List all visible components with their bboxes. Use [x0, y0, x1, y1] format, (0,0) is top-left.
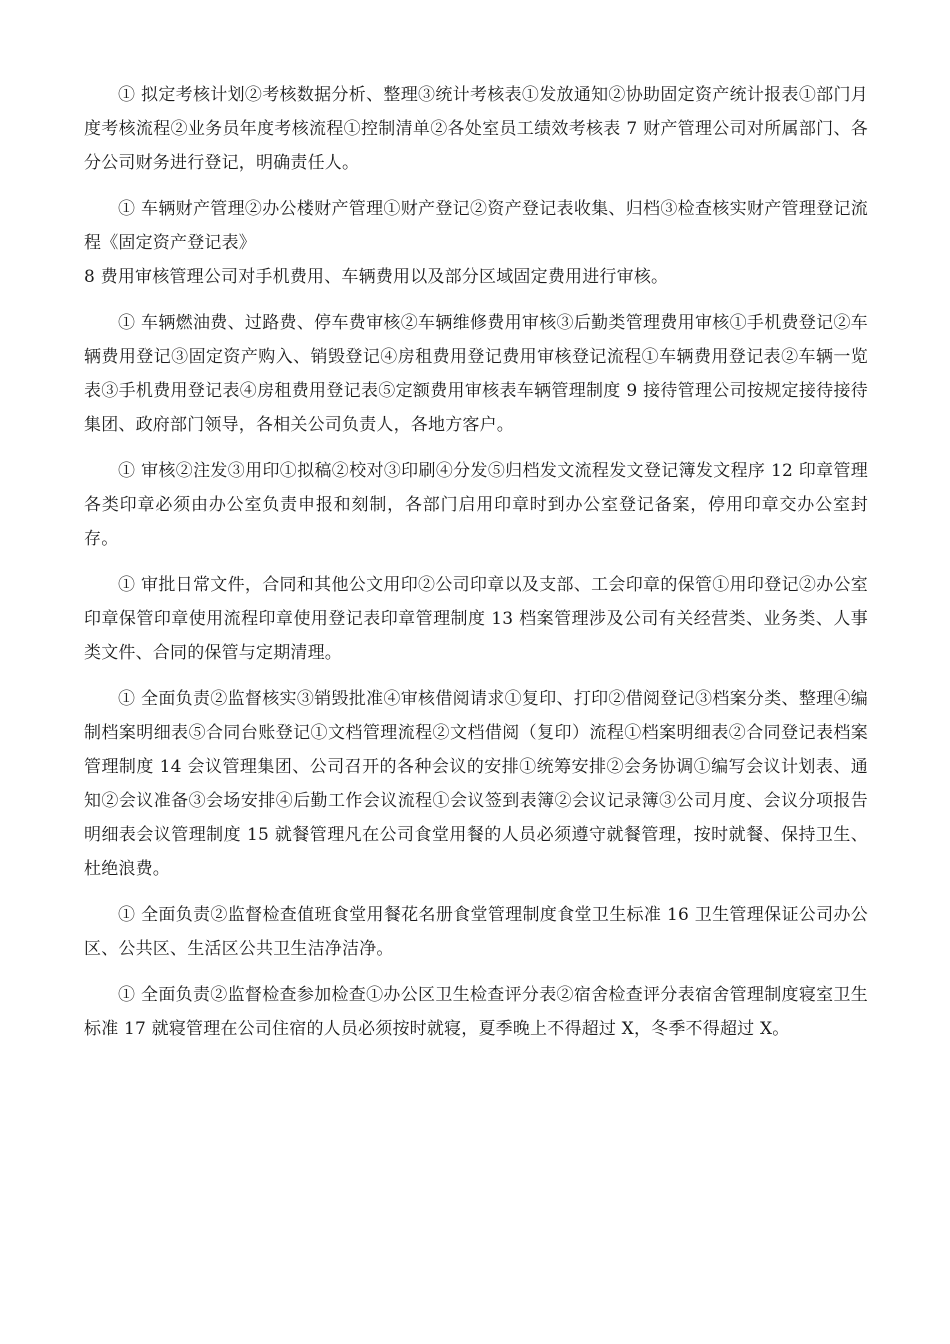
paragraph-seal: ① 审核②注发③用印①拟稿②校对③印刷④分发⑤归档发文流程发文登记簿发文程序 12 印章管理各类印章必须由办公室负责申报和刻制，各部门启用印章时到办公室登记备案，停用印章交办公室封存。 [84, 461, 868, 549]
paragraph-property: ① 车辆财产管理②办公楼财产管理①财产登记②资产登记表收集、归档③检查核实财产管理登记流程《固定资产登记表》 [84, 199, 868, 253]
paragraph-expense: ① 车辆燃油费、过路费、停车费审核②车辆维修费用审核③后勤类管理费用审核①手机费登记②车辆费用登记③固定资产购入、销毁登记④房租费用登记费用审核登记流程①车辆费用登记表②车辆一览表③手机费用登记表④房租费用登记表⑤定额费用审核表车辆管理制度 9 接待管理公司按规定接待接待集团、政府部门领导，各相关公司负责人，各地方客户。 [84, 313, 868, 435]
document-body [84, 78, 868, 1058]
paragraph-dormitory: ① 全面负责②监督检查参加检查①办公区卫生检查评分表②宿舍检查评分表宿舍管理制度寝室卫生标准 17 就寝管理在公司住宿的人员必须按时就寝，夏季晚上不得超过 X，冬季不得超过 X。 [84, 985, 868, 1039]
paragraph-archive: ① 审批日常文件，合同和其他公文用印②公司印章以及支部、工会印章的保管①用印登记②办公室印章保管印章使用流程印章使用登记表印章管理制度 13 档案管理涉及公司有关经营类、业务类、人事类文件、合同的保管与定期清理。 [84, 575, 868, 663]
paragraph-meeting: ① 全面负责②监督核实③销毁批准④审核借阅请求①复印、打印②借阅登记③档案分类、整理④编制档案明细表⑤合同台账登记①文档管理流程②文档借阅（复印）流程①档案明细表②合同登记表档案管理制度 14 会议管理集团、公司召开的各种会议的安排①统筹安排②会务协调①编写会议计划表、通知②会议准备③会场安排④后勤工作会议流程①会议签到表簿②会议记录簿③公司月度、会议分项报告明细表会议管理制度 15 就餐管理凡在公司食堂用餐的人员必须遵守就餐管理，按时就餐、保持卫生、杜绝浪费。 [84, 689, 868, 879]
paragraph-assessment: ① 拟定考核计划②考核数据分析、整理③统计考核表①发放通知②协助固定资产统计报表①部门月度考核流程②业务员年度考核流程①控制清单②各处室员工绩效考核表 7 财产管理公司对所属部门、各分公司财务进行登记，明确责任人。 [84, 85, 868, 173]
paragraph-expense-heading: 8 费用审核管理公司对手机费用、车辆费用以及部分区域固定费用进行审核。 [84, 267, 669, 287]
paragraph-hygiene: ① 全面负责②监督检查值班食堂用餐花名册食堂管理制度食堂卫生标准 16 卫生管理保证公司办公区、公共区、生活区公共卫生洁净洁净。 [84, 905, 868, 959]
